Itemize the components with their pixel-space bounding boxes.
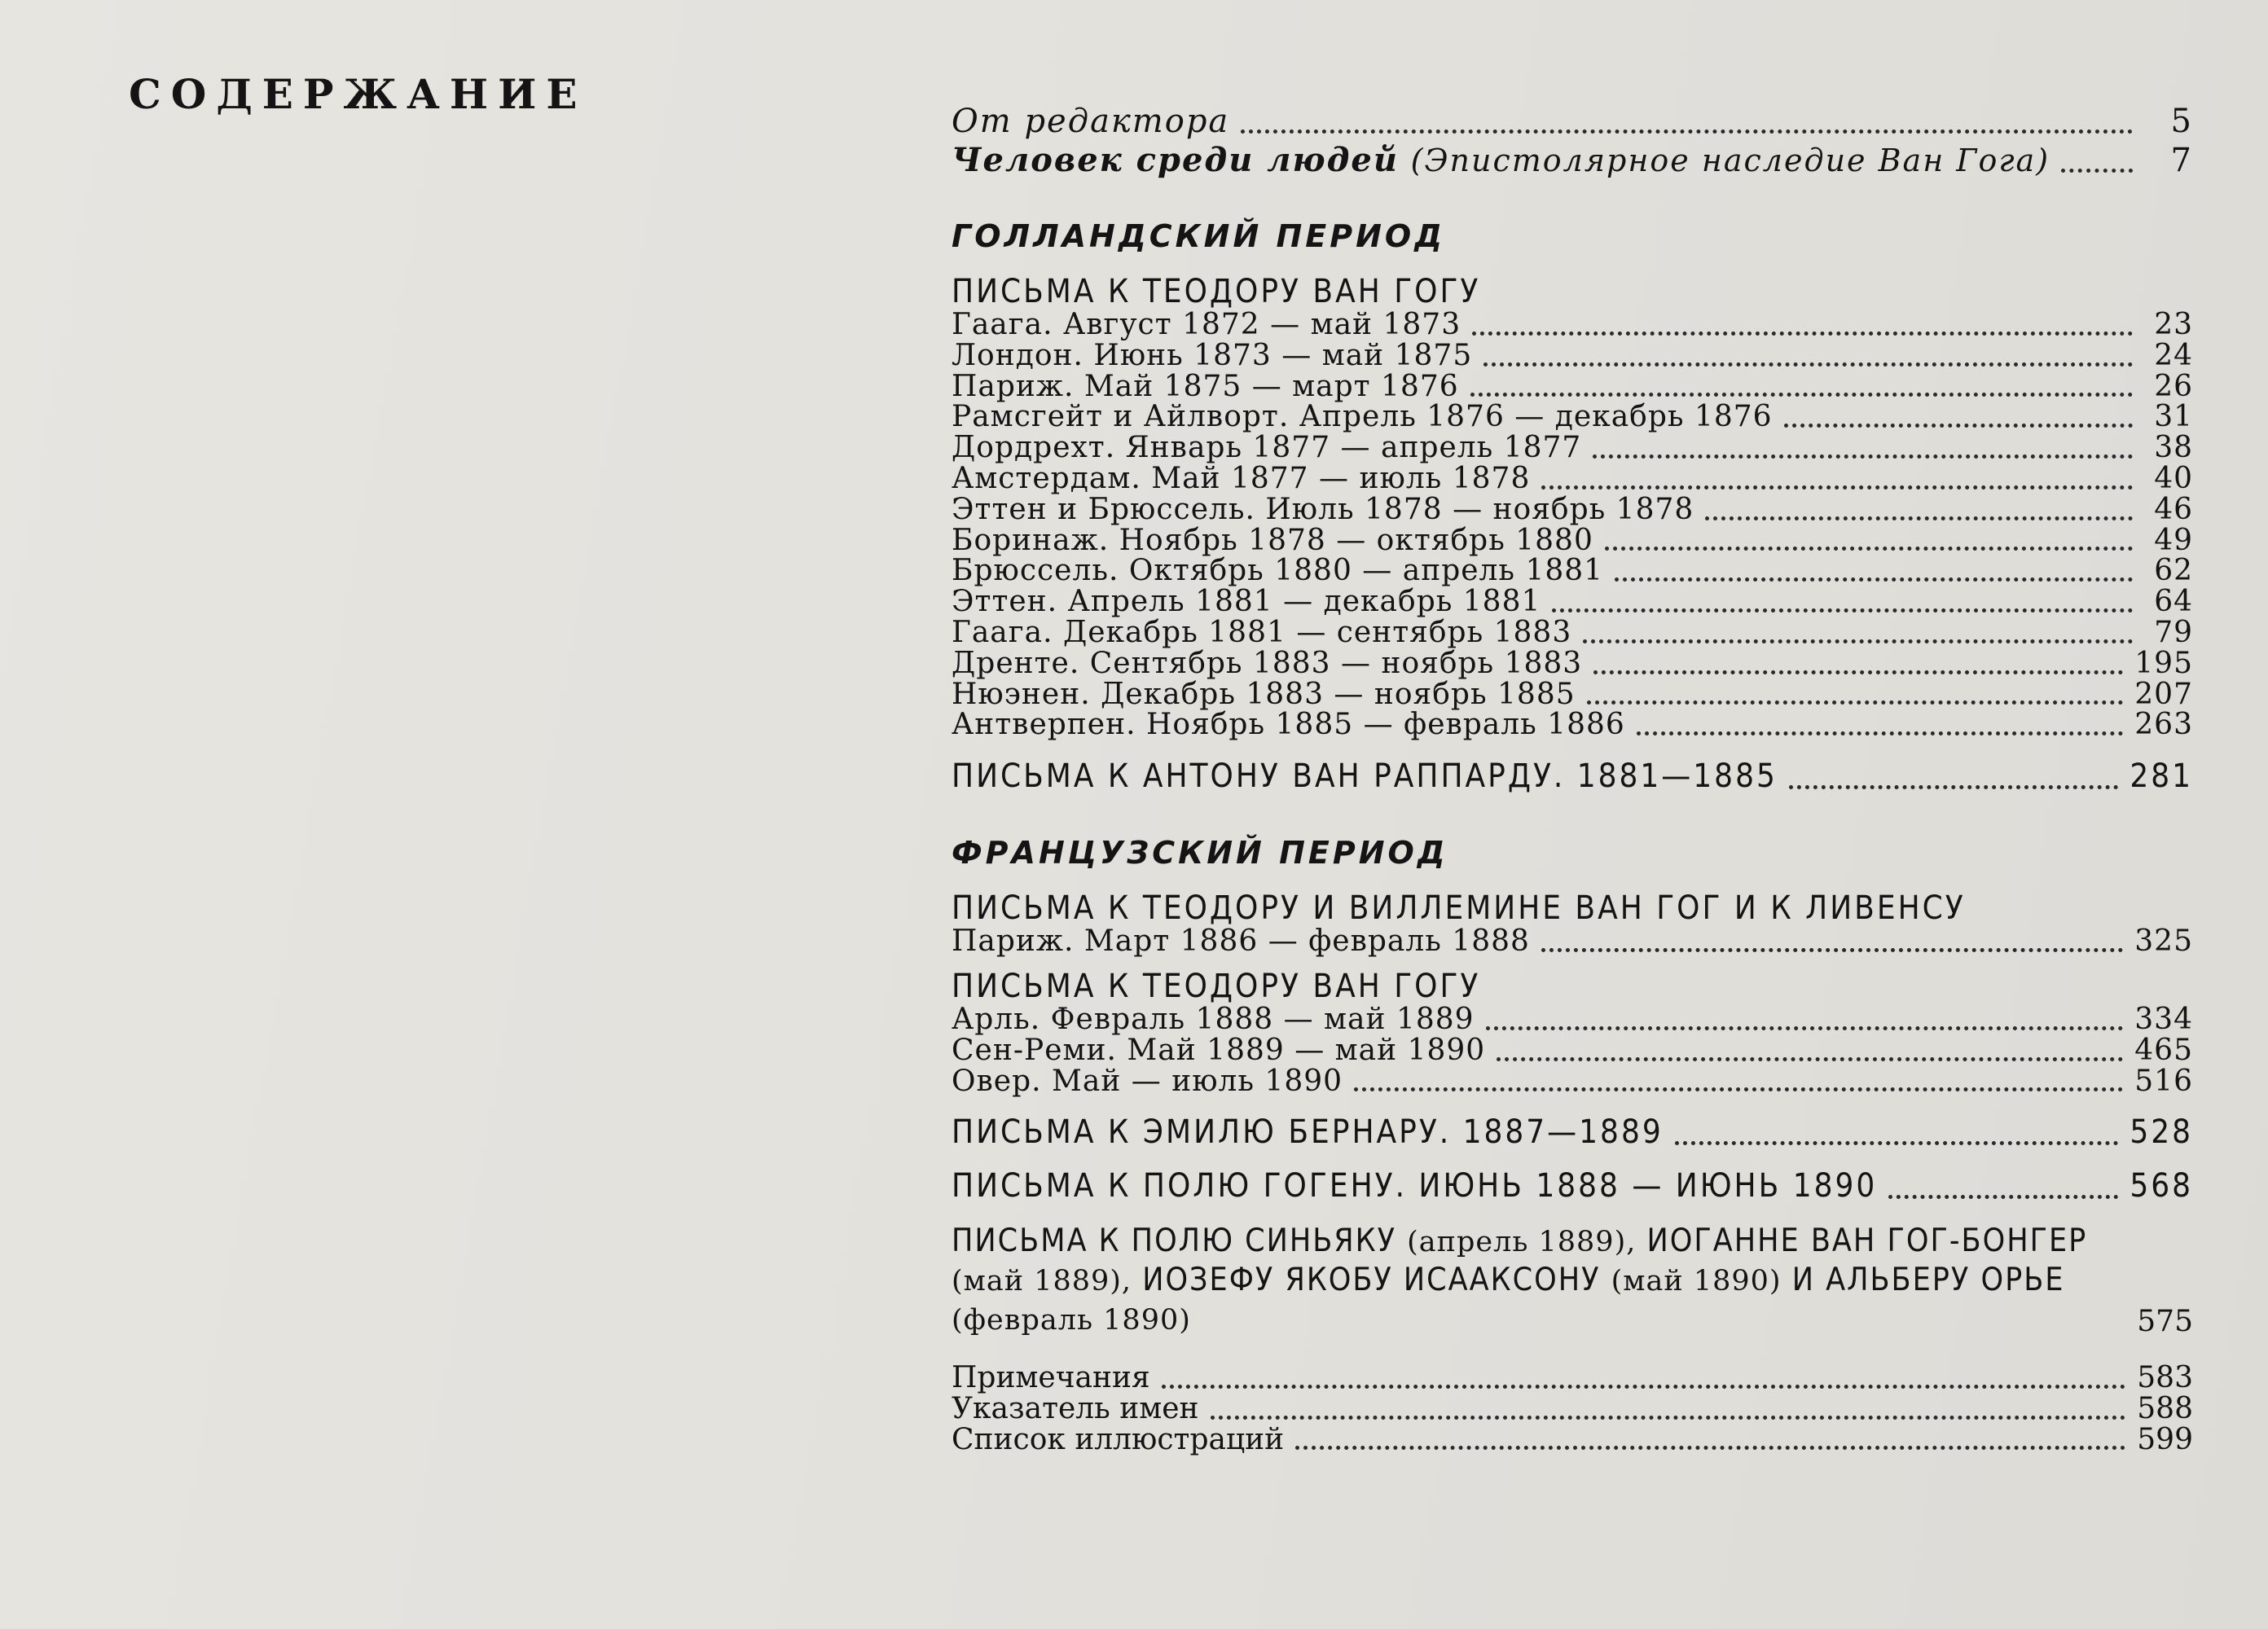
- toc-entry-page: 588: [2137, 1391, 2193, 1425]
- toc-entry[interactable]: [952, 1066, 2193, 1097]
- dot-leader: [1552, 608, 2133, 613]
- section-title-theo-french: ПИСЬМА К ТЕОДОРУ ВАН ГОГУ: [952, 967, 1481, 1005]
- dot-leader: [1605, 546, 2133, 551]
- toc-entry-page: 583: [2137, 1361, 2193, 1395]
- dutch-theo-entries: [952, 310, 2193, 740]
- toc-entry-page: 26: [2154, 369, 2193, 403]
- contents-heading: СОДЕРЖАНИЕ: [129, 70, 587, 118]
- toc-entry[interactable]: [952, 402, 2193, 432]
- dot-leader: [1784, 423, 2133, 428]
- toc-entry-title: ПИСЬМА К АНТОНУ ВАН РАППАРДУ. 1881—1885: [952, 757, 1778, 796]
- toc-entry-title: От редактора: [952, 103, 1230, 140]
- toc-entry-signac[interactable]: [952, 1222, 2193, 1338]
- toc-entry[interactable]: [952, 586, 2193, 617]
- toc-entry-page: 62: [2154, 554, 2193, 588]
- dot-leader: [2061, 168, 2133, 173]
- signac-date: (апрель 1889),: [1407, 1226, 1637, 1259]
- toc-entry-title: Указатель имен: [952, 1391, 1199, 1425]
- toc-entry-title: Амстердам. Май 1877 — июль 1878: [952, 461, 1531, 495]
- toc-entry-title: Список иллюстраций: [952, 1422, 1285, 1456]
- dot-leader: [1541, 947, 2123, 952]
- dot-leader: [1295, 1445, 2125, 1450]
- toc-entry[interactable]: [952, 648, 2193, 679]
- toc-entry-title: Нюэнен. Декабрь 1883 — ноябрь 1885: [952, 677, 1576, 711]
- dot-leader: [1486, 1025, 2124, 1030]
- toc-entry[interactable]: [952, 709, 2193, 740]
- signac-part: ПИСЬМА К ПОЛЮ СИНЬЯКУ: [952, 1223, 1396, 1260]
- toc-entry-page: 263: [2134, 708, 2193, 742]
- toc-entry-page: 528: [2130, 1113, 2193, 1152]
- toc-entry-page: 599: [2137, 1422, 2193, 1456]
- dot-leader: [1483, 362, 2133, 367]
- toc-entry-rappard[interactable]: [952, 758, 2193, 794]
- dot-leader: [1470, 392, 2133, 397]
- toc-entry[interactable]: [952, 1004, 2193, 1035]
- section-title-theo-dutch: ПИСЬМА К ТЕОДОРУ ВАН ГОГУ: [952, 273, 1481, 310]
- toc-entry[interactable]: [952, 617, 2193, 648]
- toc-entry-title: Антверпен. Ноябрь 1885 — февраль 1886: [952, 708, 1625, 742]
- toc-entry-subtitle: (Эпистолярное наследие Ван Гога): [1410, 143, 2050, 178]
- dot-leader: [1583, 639, 2133, 643]
- dot-leader: [1593, 670, 2123, 674]
- toc-entry[interactable]: [952, 1363, 2193, 1394]
- toc-entry-paris[interactable]: [952, 926, 2193, 957]
- period-heading-french: ФРАНЦУЗСКИЙ ПЕРИОД: [952, 835, 1448, 872]
- toc-entry-page: 64: [2154, 585, 2193, 619]
- toc-entry-title: Гаага. Август 1872 — май 1873: [952, 308, 1461, 341]
- toc-entry-human[interactable]: [952, 143, 2193, 178]
- signac-part: ИОГАННЕ ВАН ГОГ-БОНГЕР: [1646, 1223, 2088, 1260]
- toc-entry[interactable]: [952, 679, 2193, 710]
- toc-entry-title: [952, 143, 2050, 178]
- toc-entry[interactable]: [952, 432, 2193, 463]
- signac-date: (май 1889),: [952, 1264, 1132, 1297]
- signac-part: И АЛЬБЕРУ ОРЬЕ: [1791, 1261, 2065, 1298]
- toc-entry-title: Брюссель. Октябрь 1880 — апрель 1881: [952, 554, 1604, 588]
- toc-entry-title: Эттен. Апрель 1881 — декабрь 1881: [952, 585, 1541, 619]
- toc-entry-title: Рамсгейт и Айлворт. Апрель 1876 — декабрь 1876: [952, 400, 1773, 434]
- dot-leader: [1593, 454, 2133, 459]
- toc-entry[interactable]: [952, 1422, 2193, 1456]
- toc-entry-page: 49: [2154, 523, 2193, 557]
- dot-leader: [1789, 784, 2118, 789]
- toc-entry-title: Арль. Февраль 1888 — май 1889: [952, 1002, 1475, 1036]
- toc-entry-title: Овер. Май — июль 1890: [952, 1064, 1343, 1098]
- toc-entry-page: 516: [2134, 1064, 2193, 1098]
- table-of-contents: [952, 99, 2193, 1455]
- signac-part: ИОЗЕФУ ЯКОБУ ИСААКСОНУ: [1142, 1261, 1601, 1298]
- section-title-theo-willemien: ПИСЬМА К ТЕОДОРУ И ВИЛЛЕМИНЕ ВАН ГОГ И К ЛИВЕНСУ: [952, 889, 1966, 928]
- toc-entry-page: 31: [2154, 400, 2193, 434]
- toc-entry[interactable]: [952, 555, 2193, 586]
- toc-entry[interactable]: [952, 494, 2193, 525]
- toc-entry-title: Дренте. Сентябрь 1883 — ноябрь 1883: [952, 646, 1583, 680]
- dot-leader: [1162, 1384, 2126, 1389]
- toc-entry[interactable]: [952, 340, 2193, 371]
- dot-leader: [1675, 1140, 2119, 1145]
- toc-entry-title: Боринаж. Ноябрь 1878 — октябрь 1880: [952, 523, 1593, 557]
- dot-leader: [1888, 1194, 2118, 1199]
- dot-leader: [1497, 1056, 2123, 1061]
- toc-entry-title: Гаага. Декабрь 1881 — сентябрь 1883: [952, 615, 1572, 649]
- toc-entry-page: 281: [2130, 757, 2193, 796]
- toc-entry-page: 5: [2170, 103, 2193, 140]
- toc-entry-title: Париж. Май 1875 — март 1876: [952, 369, 1459, 403]
- toc-entry-title: ПИСЬМА К ПОЛЮ ГОГЕНУ. ИЮНЬ 1888 — ИЮНЬ 1890: [952, 1167, 1878, 1205]
- back-matter: [952, 1363, 2193, 1455]
- dot-leader: [1241, 129, 2133, 134]
- toc-entry-page: 40: [2154, 461, 2193, 495]
- toc-entry-page: 46: [2154, 492, 2193, 526]
- toc-entry-page: 195: [2134, 646, 2193, 680]
- toc-entry-title: ПИСЬМА К ЭМИЛЮ БЕРНАРУ. 1887—1889: [952, 1113, 1664, 1152]
- french-theo-entries: [952, 1004, 2193, 1096]
- toc-entry-title: Эттен и Брюссель. Июль 1878 — ноябрь 1878: [952, 492, 1694, 526]
- toc-entry-bernard[interactable]: [952, 1114, 2193, 1150]
- dot-leader: [1211, 1415, 2126, 1420]
- toc-entry[interactable]: [952, 371, 2193, 402]
- dot-leader: [1472, 331, 2133, 336]
- toc-entry[interactable]: [952, 463, 2193, 494]
- toc-entry-editor[interactable]: [952, 104, 2193, 138]
- dot-leader: [1705, 516, 2133, 520]
- toc-entry-page: 465: [2134, 1033, 2193, 1067]
- signac-date: (февраль 1890): [952, 1303, 1191, 1337]
- toc-entry-title: Сен-Реми. Май 1889 — май 1890: [952, 1033, 1486, 1067]
- dot-leader: [1354, 1087, 2123, 1091]
- toc-entry[interactable]: [952, 1391, 2193, 1425]
- toc-entry[interactable]: [952, 310, 2193, 340]
- toc-entry-page: 575: [2137, 1305, 2193, 1339]
- dot-leader: [1541, 485, 2133, 490]
- dot-leader: [1587, 700, 2124, 705]
- toc-entry-page: 24: [2154, 338, 2193, 372]
- period-heading-dutch: ГОЛЛАНДСКИЙ ПЕРИОД: [952, 218, 1446, 254]
- signac-date: (май 1890): [1611, 1264, 1782, 1297]
- toc-entry-title: Париж. Март 1886 — февраль 1888: [952, 924, 1530, 959]
- dot-leader: [1615, 577, 2133, 582]
- toc-entry-page: 79: [2154, 615, 2193, 649]
- toc-entry-gauguin[interactable]: [952, 1168, 2193, 1204]
- toc-entry-page: 7: [2170, 142, 2193, 179]
- toc-entry-page: 207: [2134, 677, 2193, 711]
- dot-leader: [1637, 731, 2123, 735]
- toc-entry-title-main: Человек среди людей: [952, 141, 1399, 179]
- toc-entry-title: Примечания: [952, 1361, 1150, 1395]
- toc-entry-title: Дордрехт. Январь 1877 — апрель 1877: [952, 431, 1582, 465]
- toc-entry-page: 23: [2154, 308, 2193, 341]
- toc-entry[interactable]: [952, 525, 2193, 556]
- toc-entry-page: 325: [2134, 924, 2193, 959]
- toc-entry-page: 38: [2154, 431, 2193, 465]
- toc-entry[interactable]: [952, 1035, 2193, 1066]
- toc-entry-page: 334: [2134, 1002, 2193, 1036]
- signac-text: [952, 1222, 2121, 1338]
- toc-entry-page: 568: [2130, 1167, 2193, 1205]
- toc-entry-title: Лондон. Июнь 1873 — май 1875: [952, 338, 1473, 372]
